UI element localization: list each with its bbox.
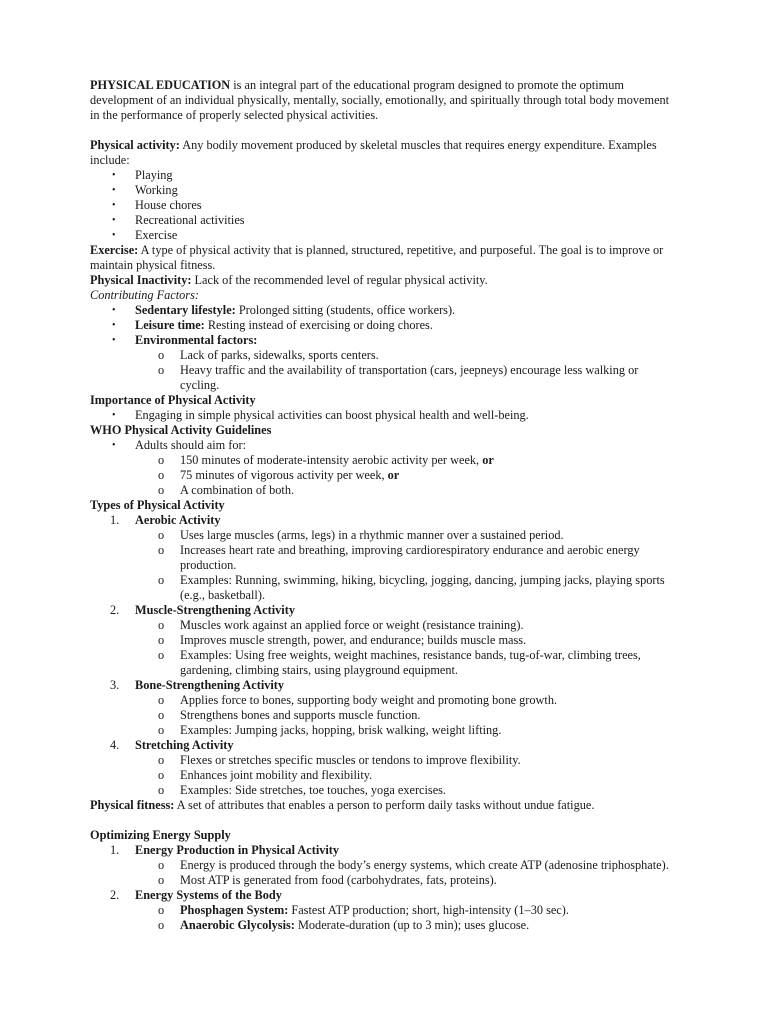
circle-marker: o: [158, 348, 165, 362]
intro-text: is an integral part of the educational program designed to promote the optimum development of an individual physically, mentally, socially, emotionally, and spiritually through total body movement in the performance of properly selected physical activities.: [90, 78, 670, 122]
circle-marker: o: [158, 708, 165, 722]
list-item-text: Recreational activities: [135, 213, 245, 227]
list-item-text: Adults should aim for:: [135, 438, 247, 452]
list-item-text: Engaging in simple physical activities can boost physical health and well-being.: [135, 408, 529, 422]
energy-list: [90, 843, 680, 933]
contributing-factors-list: [90, 303, 680, 348]
sublist-item-text: Strengthens bones and supports muscle function.: [180, 708, 421, 722]
sublist-item-text: Examples: Jumping jacks, hopping, brisk walking, weight lifting.: [180, 723, 502, 737]
number-marker: 2.: [110, 603, 120, 617]
environmental-factors-sublist: [90, 348, 680, 393]
circle-marker: o: [158, 618, 165, 632]
sublist-item: [90, 468, 680, 483]
factor-term: Leisure time:: [135, 318, 205, 332]
number-marker: 1.: [110, 513, 120, 527]
sublist-item-text: Uses large muscles (arms, legs) in a rhythmic manner over a sustained period.: [180, 528, 564, 542]
sublist-item-text: Examples: Side stretches, toe touches, yoga exercises.: [180, 783, 447, 797]
list-item-text: Playing: [135, 168, 173, 182]
sublist-item: [90, 633, 680, 648]
number-marker: 4.: [110, 738, 120, 752]
types-heading: [90, 498, 680, 513]
type-item: [90, 513, 680, 603]
type-title: Aerobic Activity: [135, 513, 221, 527]
circle-marker: o: [158, 573, 165, 587]
type-title: Stretching Activity: [135, 738, 234, 752]
factor-text: Prolonged sitting (students, office workers).: [235, 303, 456, 317]
who-heading: [90, 423, 680, 438]
bullet-marker: •: [112, 215, 116, 226]
physical-activity-definition: [90, 138, 680, 168]
sublist-item: [90, 708, 680, 723]
fitness-definition: [90, 798, 680, 813]
bullet-marker: •: [112, 335, 116, 346]
document-page: [90, 78, 680, 933]
exercise-definition: [90, 243, 680, 273]
sublist-item-text: Muscles work against an applied force or weight (resistance training).: [180, 618, 524, 632]
type-title-row: [90, 513, 680, 528]
list-item: [90, 213, 680, 228]
factor-term: Environmental factors:: [135, 333, 258, 347]
sublist-item: [90, 858, 680, 873]
sublist-item-text: Energy is produced through the body’s energy systems, which create ATP (adenosine triphosphate).: [180, 858, 669, 872]
physical-activity-examples: [90, 168, 680, 243]
type-title: Muscle-Strengthening Activity: [135, 603, 295, 617]
sublist-item-text: Applies force to bones, supporting body weight and promoting bone growth.: [180, 693, 558, 707]
sublist-item: [90, 348, 680, 363]
sublist-item-bold: Anaerobic Glycolysis:: [180, 918, 295, 932]
circle-marker: o: [158, 858, 165, 872]
exercise-term: Exercise:: [90, 243, 139, 257]
circle-marker: o: [158, 768, 165, 782]
circle-marker: o: [158, 633, 165, 647]
sublist-item: [90, 873, 680, 888]
bullet-marker: •: [112, 185, 116, 196]
list-item: [90, 183, 680, 198]
sublist-item: [90, 783, 680, 798]
bullet-marker: •: [112, 440, 116, 451]
types-list: [90, 513, 680, 798]
bullet-marker: •: [112, 230, 116, 241]
list-item: [90, 168, 680, 183]
list-item-text: House chores: [135, 198, 202, 212]
sublist-item: [90, 573, 680, 603]
circle-marker: o: [158, 903, 165, 917]
list-item: [90, 303, 680, 318]
list-item: [90, 198, 680, 213]
sublist-item: [90, 918, 680, 933]
energy-item: [90, 888, 680, 933]
number-marker: 3.: [110, 678, 120, 692]
sublist-item-text: Lack of parks, sidewalks, sports centers.: [180, 348, 379, 362]
sublist-item: [90, 528, 680, 543]
fitness-text: A set of attributes that enables a person to perform daily tasks without undue fatigue.: [174, 798, 595, 812]
sublist-item-text: Most ATP is generated from food (carbohydrates, fats, proteins).: [180, 873, 497, 887]
sublist-item-text: A combination of both.: [180, 483, 295, 497]
list-item: [90, 408, 680, 423]
sublist-item-text: Enhances joint mobility and flexibility.: [180, 768, 373, 782]
circle-marker: o: [158, 483, 165, 497]
circle-marker: o: [158, 528, 165, 542]
list-item-text: Working: [135, 183, 178, 197]
type-item: [90, 738, 680, 798]
sublist-item-text: Flexes or stretches specific muscles or tendons to improve flexibility.: [180, 753, 521, 767]
circle-marker: o: [158, 873, 165, 887]
who-list: [90, 438, 680, 453]
circle-marker: o: [158, 783, 165, 797]
type-item: [90, 678, 680, 738]
sublist-item-bold: or: [387, 468, 400, 482]
energy-heading: [90, 828, 680, 843]
sublist-item-text: Moderate-duration (up to 3 min); uses glucose.: [294, 918, 530, 932]
sublist-item-text: Examples: Using free weights, weight machines, resistance bands, tug-of-war, climbing trees, gardening, climbing stairs, using playground equipment.: [180, 648, 641, 677]
sublist-item-text: Improves muscle strength, power, and endurance; builds muscle mass.: [180, 633, 527, 647]
list-item: [90, 318, 680, 333]
bullet-marker: •: [112, 170, 116, 181]
sublist-item-text: Examples: Running, swimming, hiking, bicycling, jogging, dancing, jumping jacks, playing sports (e.g., basketball).: [180, 573, 665, 602]
sublist-item: [90, 723, 680, 738]
sublist-item: [90, 453, 680, 468]
type-item: [90, 603, 680, 678]
who-heading-text: WHO Physical Activity Guidelines: [90, 423, 272, 437]
list-item: [90, 228, 680, 243]
types-heading-text: Types of Physical Activity: [90, 498, 225, 512]
number-marker: 2.: [110, 888, 120, 902]
inactivity-text: Lack of the recommended level of regular physical activity.: [191, 273, 488, 287]
type-title-row: [90, 678, 680, 693]
sublist-item: [90, 483, 680, 498]
importance-list: [90, 408, 680, 423]
circle-marker: o: [158, 648, 165, 662]
number-marker: 1.: [110, 843, 120, 857]
circle-marker: o: [158, 693, 165, 707]
energy-item: [90, 843, 680, 888]
energy-title-row: [90, 888, 680, 903]
inactivity-definition: [90, 273, 680, 288]
sublist-item-text: Increases heart rate and breathing, improving cardiorespiratory endurance and aerobic energy production.: [180, 543, 640, 572]
type-title-row: [90, 603, 680, 618]
fitness-term: Physical fitness:: [90, 798, 175, 812]
bullet-marker: •: [112, 410, 116, 421]
sublist-item: [90, 903, 680, 918]
contributing-factors-label: Contributing Factors:: [90, 288, 199, 302]
type-title-row: [90, 738, 680, 753]
sublist-item: [90, 648, 680, 678]
factor-term: Sedentary lifestyle:: [135, 303, 236, 317]
type-title: Bone-Strengthening Activity: [135, 678, 285, 692]
circle-marker: o: [158, 723, 165, 737]
importance-heading-text: Importance of Physical Activity: [90, 393, 256, 407]
energy-title: Energy Production in Physical Activity: [135, 843, 340, 857]
sublist-item-text: 75 minutes of vigorous activity per week,: [180, 468, 388, 482]
list-item: [90, 333, 680, 348]
physical-activity-text: Any bodily movement produced by skeletal muscles that requires energy expenditure. Examples include:: [90, 138, 657, 167]
importance-heading: [90, 393, 680, 408]
energy-title: Energy Systems of the Body: [135, 888, 282, 902]
sublist-item: [90, 693, 680, 708]
who-sublist: [90, 453, 680, 498]
exercise-text: A type of physical activity that is planned, structured, repetitive, and purposeful. The goal is to improve or maintain physical fitness.: [90, 243, 664, 272]
circle-marker: o: [158, 753, 165, 767]
bullet-marker: •: [112, 320, 116, 331]
energy-heading-text: Optimizing Energy Supply: [90, 828, 231, 842]
sublist-item: [90, 753, 680, 768]
sublist-item-bold: Phosphagen System:: [180, 903, 289, 917]
circle-marker: o: [158, 468, 165, 482]
intro-paragraph: [90, 78, 680, 123]
physical-activity-term: Physical activity:: [90, 138, 180, 152]
list-item-text: Exercise: [135, 228, 178, 242]
circle-marker: o: [158, 543, 165, 557]
circle-marker: o: [158, 453, 165, 467]
circle-marker: o: [158, 363, 165, 377]
sublist-item: [90, 618, 680, 633]
factor-text: Resting instead of exercising or doing chores.: [204, 318, 433, 332]
inactivity-term: Physical Inactivity:: [90, 273, 192, 287]
intro-term: PHYSICAL EDUCATION: [90, 78, 231, 92]
sublist-item: [90, 363, 680, 393]
energy-title-row: [90, 843, 680, 858]
circle-marker: o: [158, 918, 165, 932]
sublist-item: [90, 543, 680, 573]
list-item: [90, 438, 680, 453]
bullet-marker: •: [112, 305, 116, 316]
sublist-item-bold: or: [482, 453, 494, 467]
sublist-item: [90, 768, 680, 783]
sublist-item-text: Fastest ATP production; short, high-intensity (1–30 sec).: [288, 903, 569, 917]
bullet-marker: •: [112, 200, 116, 211]
sublist-item-text: 150 minutes of moderate-intensity aerobic activity per week,: [180, 453, 483, 467]
sublist-item-text: Heavy traffic and the availability of transportation (cars, jeepneys) encourage less walking or cycling.: [180, 363, 639, 392]
